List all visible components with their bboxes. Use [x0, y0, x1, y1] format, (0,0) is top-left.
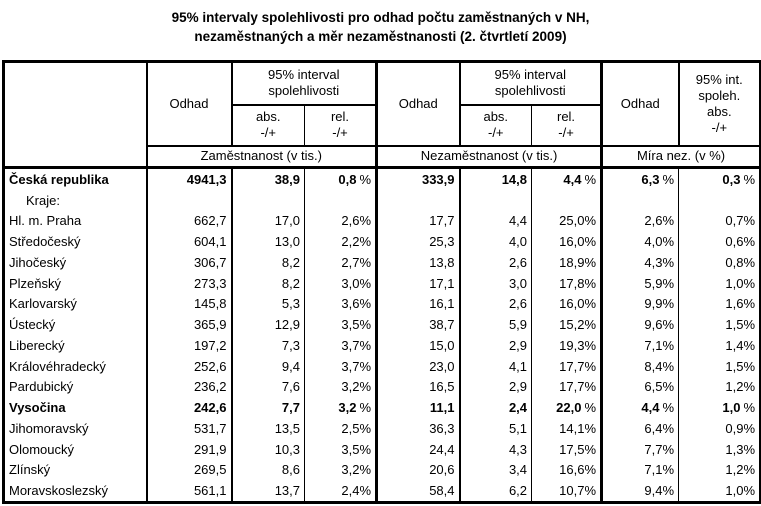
- cell-value: 17,7%: [532, 377, 602, 398]
- cell-value: 4,3%: [602, 252, 679, 273]
- cell-value: 1,5%: [679, 356, 761, 377]
- cell-value: 236,2: [147, 377, 232, 398]
- cell-value: 16,0%: [532, 231, 602, 252]
- cell-value: 2,6%: [602, 211, 679, 232]
- cell-value: 561,1: [147, 480, 232, 502]
- page-title: [0, 0, 761, 46]
- table-header: [4, 62, 761, 168]
- table-row: [4, 377, 761, 398]
- table-row: [4, 168, 761, 190]
- cell-value: 15,0: [377, 335, 460, 356]
- cell-value: 13,8: [377, 252, 460, 273]
- title-line-1: 95% intervaly spolehlivosti pro odhad počtu zaměstnaných v NH,: [171, 10, 590, 25]
- cell-region: Plzeňský: [9, 275, 62, 291]
- cell-value: 14,8: [460, 168, 532, 190]
- table-body: [4, 168, 761, 503]
- cell-value: 1,6%: [679, 294, 761, 315]
- cell-value: 242,6: [147, 397, 232, 418]
- cell-region: Kraje:: [26, 192, 60, 208]
- cell-value: [147, 190, 232, 211]
- title-line-2: nezaměstnaných a měr nezaměstnanosti (2. čtvrtletí 2009): [194, 29, 567, 44]
- cell-value: 3,7%: [305, 335, 377, 356]
- cell-value: 3,2%: [305, 377, 377, 398]
- corner-cell: [4, 62, 147, 168]
- cell-value: 7,3: [232, 335, 305, 356]
- cell-value: 604,1: [147, 231, 232, 252]
- cell-value: 3,2%: [305, 460, 377, 481]
- header-estimate-employment: Odhad: [147, 62, 232, 146]
- cell-value: 2,4: [460, 397, 532, 418]
- cell-value: 7,1%: [602, 460, 679, 481]
- cell-value: 11,1: [377, 397, 460, 418]
- cell-region: Hl. m. Praha: [9, 213, 82, 229]
- cell-value: 197,2: [147, 335, 232, 356]
- cell-value: 5,9%: [602, 273, 679, 294]
- cell-value: 38,9: [232, 168, 305, 190]
- cell-value: 2,5%: [305, 418, 377, 439]
- cell-value: 4,4 %: [602, 397, 679, 418]
- cell-value: 8,6: [232, 460, 305, 481]
- group-label-employment: Zaměstnanost (v tis.): [147, 146, 377, 168]
- cell-value: 12,9: [232, 314, 305, 335]
- cell-value: 8,2: [232, 252, 305, 273]
- cell-value: 7,7: [232, 397, 305, 418]
- cell-value: 5,9: [460, 314, 532, 335]
- cell-value: 17,5%: [532, 439, 602, 460]
- cell-value: 1,2%: [679, 377, 761, 398]
- cell-value: 17,0: [232, 211, 305, 232]
- cell-value: 291,9: [147, 439, 232, 460]
- cell-value: 9,9%: [602, 294, 679, 315]
- table-row: [4, 335, 761, 356]
- header-interval-employment: 95% interval spolehlivosti: [232, 62, 377, 105]
- cell-value: [232, 190, 305, 211]
- cell-value: 0,6%: [679, 231, 761, 252]
- cell-region: Karlovarský: [9, 296, 77, 312]
- cell-value: 2,4%: [305, 480, 377, 502]
- cell-value: 306,7: [147, 252, 232, 273]
- table-row: [4, 294, 761, 315]
- cell-region: Středočeský: [9, 234, 81, 250]
- table-row: [4, 356, 761, 377]
- cell-value: 3,0: [460, 273, 532, 294]
- cell-value: 19,3%: [532, 335, 602, 356]
- cell-value: 24,4: [377, 439, 460, 460]
- cell-value: 3,2 %: [305, 397, 377, 418]
- cell-value: [377, 190, 460, 211]
- cell-region: Jihomoravský: [9, 420, 89, 436]
- cell-value: 0,3 %: [679, 168, 761, 190]
- cell-value: 10,7%: [532, 480, 602, 502]
- header-estimate-unemployment: Odhad: [377, 62, 460, 146]
- cell-value: 0,7%: [679, 211, 761, 232]
- cell-value: 3,7%: [305, 356, 377, 377]
- cell-value: 16,1: [377, 294, 460, 315]
- cell-value: 5,1: [460, 418, 532, 439]
- cell-value: 2,6: [460, 252, 532, 273]
- cell-value: 25,0%: [532, 211, 602, 232]
- table-row: [4, 418, 761, 439]
- cell-value: [305, 190, 377, 211]
- table-row: [4, 211, 761, 232]
- cell-value: 22,0 %: [532, 397, 602, 418]
- table-row: [4, 439, 761, 460]
- cell-value: 13,0: [232, 231, 305, 252]
- cell-value: 15,2%: [532, 314, 602, 335]
- cell-value: 1,0%: [679, 480, 761, 502]
- cell-value: 17,7%: [532, 356, 602, 377]
- cell-value: 4,1: [460, 356, 532, 377]
- cell-value: 17,8%: [532, 273, 602, 294]
- cell-value: 38,7: [377, 314, 460, 335]
- cell-value: 333,9: [377, 168, 460, 190]
- cell-value: [460, 190, 532, 211]
- header-rel-unemployment: rel. -/+: [532, 105, 602, 146]
- cell-value: 6,2: [460, 480, 532, 502]
- cell-region: Moravskoslezský: [9, 483, 108, 499]
- confidence-interval-table: [2, 60, 761, 504]
- group-label-rate: Míra nez. (v %): [602, 146, 761, 168]
- table-row: [4, 397, 761, 418]
- cell-value: 2,7%: [305, 252, 377, 273]
- cell-region: Vysočina: [9, 400, 66, 416]
- cell-value: 16,6%: [532, 460, 602, 481]
- cell-value: 16,5: [377, 377, 460, 398]
- cell-value: 1,5%: [679, 314, 761, 335]
- header-estimate-rate: Odhad: [602, 62, 679, 146]
- cell-value: 4,0%: [602, 231, 679, 252]
- table-row: [4, 273, 761, 294]
- cell-value: 0,8%: [679, 252, 761, 273]
- cell-value: 14,1%: [532, 418, 602, 439]
- cell-value: 0,8 %: [305, 168, 377, 190]
- cell-value: 23,0: [377, 356, 460, 377]
- cell-value: 662,7: [147, 211, 232, 232]
- header-abs-employment: abs. -/+: [232, 105, 305, 146]
- cell-value: [602, 190, 679, 211]
- cell-value: [532, 190, 602, 211]
- cell-region: Pardubický: [9, 379, 74, 395]
- cell-value: 9,4: [232, 356, 305, 377]
- cell-value: 9,6%: [602, 314, 679, 335]
- table-row: [4, 190, 761, 211]
- cell-value: 1,0 %: [679, 397, 761, 418]
- cell-value: 4,3: [460, 439, 532, 460]
- table-row: [4, 314, 761, 335]
- cell-value: 7,7%: [602, 439, 679, 460]
- cell-value: 25,3: [377, 231, 460, 252]
- header-abs-unemployment: abs. -/+: [460, 105, 532, 146]
- cell-value: 13,5: [232, 418, 305, 439]
- cell-value: 6,5%: [602, 377, 679, 398]
- cell-value: 17,1: [377, 273, 460, 294]
- cell-value: 9,4%: [602, 480, 679, 502]
- cell-value: [679, 190, 761, 211]
- group-label-unemployment: Nezaměstnanost (v tis.): [377, 146, 602, 168]
- cell-value: 8,4%: [602, 356, 679, 377]
- header-interval-rate: 95% int. spoleh. abs. -/+: [679, 62, 761, 146]
- cell-value: 1,0%: [679, 273, 761, 294]
- cell-region: Olomoucký: [9, 441, 75, 457]
- cell-value: 10,3: [232, 439, 305, 460]
- cell-value: 17,7: [377, 211, 460, 232]
- cell-value: 6,3 %: [602, 168, 679, 190]
- cell-value: 36,3: [377, 418, 460, 439]
- cell-value: 531,7: [147, 418, 232, 439]
- cell-value: 4941,3: [147, 168, 232, 190]
- cell-value: 5,3: [232, 294, 305, 315]
- cell-value: 6,4%: [602, 418, 679, 439]
- cell-value: 3,0%: [305, 273, 377, 294]
- cell-value: 7,1%: [602, 335, 679, 356]
- cell-value: 252,6: [147, 356, 232, 377]
- cell-region: Ústecký: [9, 317, 56, 333]
- cell-value: 13,7: [232, 480, 305, 502]
- cell-value: 3,4: [460, 460, 532, 481]
- cell-value: 4,4 %: [532, 168, 602, 190]
- cell-value: 3,6%: [305, 294, 377, 315]
- cell-value: 4,0: [460, 231, 532, 252]
- header-interval-unemployment: 95% interval spolehlivosti: [460, 62, 602, 105]
- table-row: [4, 252, 761, 273]
- cell-region: Zlínský: [9, 462, 51, 478]
- cell-value: 145,8: [147, 294, 232, 315]
- cell-value: 8,2: [232, 273, 305, 294]
- cell-value: 1,4%: [679, 335, 761, 356]
- cell-value: 273,3: [147, 273, 232, 294]
- cell-value: 3,5%: [305, 439, 377, 460]
- table-row: [4, 231, 761, 252]
- cell-value: 1,3%: [679, 439, 761, 460]
- cell-value: 18,9%: [532, 252, 602, 273]
- cell-value: 4,4: [460, 211, 532, 232]
- cell-value: 2,9: [460, 377, 532, 398]
- cell-value: 7,6: [232, 377, 305, 398]
- cell-value: 365,9: [147, 314, 232, 335]
- cell-value: 2,9: [460, 335, 532, 356]
- cell-value: 58,4: [377, 480, 460, 502]
- header-rel-employment: rel. -/+: [305, 105, 377, 146]
- cell-value: 3,5%: [305, 314, 377, 335]
- cell-value: 20,6: [377, 460, 460, 481]
- cell-region: Česká republika: [9, 171, 109, 187]
- cell-region: Liberecký: [9, 337, 65, 353]
- cell-value: 16,0%: [532, 294, 602, 315]
- cell-value: 0,9%: [679, 418, 761, 439]
- cell-value: 2,6%: [305, 211, 377, 232]
- cell-value: 2,6: [460, 294, 532, 315]
- cell-region: Jihočeský: [9, 254, 67, 270]
- cell-value: 269,5: [147, 460, 232, 481]
- cell-value: 1,2%: [679, 460, 761, 481]
- table-row: [4, 460, 761, 481]
- cell-value: 2,2%: [305, 231, 377, 252]
- table-row: [4, 480, 761, 502]
- cell-region: Královéhradecký: [9, 358, 106, 374]
